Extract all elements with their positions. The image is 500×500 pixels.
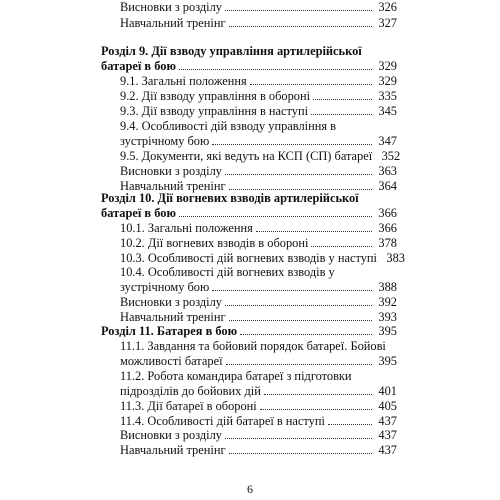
toc-entry [120, 74, 397, 88]
toc-entry [120, 414, 397, 428]
toc-entry [120, 89, 397, 103]
toc-entry-text: Висновки з розділу [120, 428, 222, 442]
toc-entry [120, 251, 405, 265]
toc-entry-text: 10.1. Загальні положення [120, 221, 253, 235]
toc-entry-text: Навчальний тренінг [120, 179, 226, 193]
toc-entry-page: 383 [386, 251, 405, 265]
toc-entry-page: 335 [378, 89, 397, 103]
leader-dots [179, 215, 372, 217]
leader-dots [225, 9, 372, 11]
toc-entry-page: 366 [378, 221, 397, 235]
leader-dots [328, 423, 372, 425]
leader-dots [229, 452, 372, 454]
leader-dots [260, 408, 372, 410]
toc-entry [120, 384, 397, 398]
toc-entry [120, 16, 397, 30]
toc-entry-text: 11.2. Робота командира батареї з підготовки [120, 369, 352, 383]
toc-entry-text: 9.5. Документи, які ведуть на КСП (СП) батареї [120, 149, 373, 163]
toc-entry [120, 149, 401, 163]
leader-dots [179, 68, 372, 70]
leader-dots [229, 188, 372, 190]
leader-dots [226, 363, 372, 365]
toc-entry-page: 395 [378, 354, 397, 368]
section-page: 366 [378, 206, 397, 220]
toc-entry-page: 378 [378, 236, 397, 250]
section-heading [101, 206, 397, 220]
toc-entry-text: 9.2. Дії взводу управління в обороні [120, 89, 311, 103]
leader-dots [240, 333, 372, 335]
toc-entry [120, 134, 397, 148]
leader-dots [225, 304, 372, 306]
toc-entry-page: 329 [378, 74, 397, 88]
toc-entry [120, 104, 397, 118]
toc-entry-page: 401 [378, 384, 397, 398]
toc-entry [120, 0, 397, 14]
toc-entry-page: 392 [378, 295, 397, 309]
toc-entry-text: 11.3. Дії батареї в обороні [120, 399, 257, 413]
toc-entry [120, 164, 397, 178]
toc-entry-page: 352 [381, 149, 401, 163]
leader-dots [225, 437, 372, 439]
toc-entry-text: підрозділів до бойових дій [120, 384, 261, 398]
toc-entry [120, 354, 397, 368]
toc-entry-text: 10.3. Особливості дій вогневих взводів у наступі [120, 251, 377, 265]
section-title: батареї в бою [101, 59, 176, 73]
section-page: 329 [378, 59, 397, 73]
leader-dots [250, 83, 372, 85]
toc-entry-page: 364 [378, 179, 397, 193]
toc-entry-page: 393 [378, 310, 397, 324]
section-title: Розділ 9. Дії взводу управління артилерійської [101, 44, 362, 58]
toc-entry-page: 345 [378, 104, 397, 118]
toc-entry [120, 280, 397, 294]
toc-entry [120, 221, 397, 235]
toc-entry-text: зустрічному бою [120, 280, 210, 294]
leader-dots [212, 289, 372, 291]
toc-entry-text: Висновки з розділу [120, 0, 222, 14]
section-title: батареї в бою [101, 206, 176, 220]
leader-dots [256, 230, 372, 232]
toc-entry-page: 326 [378, 0, 397, 14]
toc-entry [120, 428, 397, 442]
toc-entry-text: Висновки з розділу [120, 295, 222, 309]
leader-dots [313, 98, 372, 100]
toc-entry-text: 11.1. Завдання та бойовий порядок батареї. Бойові [120, 339, 386, 353]
section-page: 395 [378, 324, 397, 338]
toc-entry-page: 437 [378, 443, 397, 457]
toc-entry-text: 9.3. Дії взводу управління в наступі [120, 104, 309, 118]
toc-entry [120, 295, 397, 309]
toc-entry-page: 388 [378, 280, 397, 294]
leader-dots [229, 25, 372, 27]
toc-entry-page: 363 [378, 164, 397, 178]
leader-dots [229, 319, 372, 321]
toc-entry [120, 236, 397, 250]
section-title: Розділ 11. Батарея в бою [101, 324, 238, 338]
toc-entry-text: 11.4. Особливості дій батареї в наступі [120, 414, 325, 428]
leader-dots [264, 393, 372, 395]
section-heading [101, 324, 397, 338]
page-number: 6 [247, 482, 253, 496]
toc-entry-page: 347 [378, 134, 397, 148]
toc-entry-text: 10.2. Дії вогневих взводів в обороні [120, 236, 309, 250]
toc-entry-text: Навчальний тренінг [120, 310, 226, 324]
toc-entry [120, 443, 397, 457]
toc-entry [120, 310, 397, 324]
section-title: Розділ 10. Дії вогневих взводів артилерійської [101, 191, 359, 205]
leader-dots [311, 113, 372, 115]
leader-dots [225, 173, 372, 175]
toc-entry-text: можливості батареї [120, 354, 223, 368]
toc-entry-page: 405 [378, 399, 397, 413]
toc-entry-text: 10.4. Особливості дій вогневих взводів у [120, 265, 335, 279]
toc-entry-text: Навчальний тренінг [120, 16, 226, 30]
toc-entry-text: 9.4. Особливості дій взводу управління в [120, 119, 337, 133]
toc-entry [120, 399, 397, 413]
section-heading [101, 59, 397, 73]
toc-entry-text: зустрічному бою [120, 134, 210, 148]
leader-dots [311, 245, 372, 247]
toc-entry-page: 437 [378, 428, 397, 442]
leader-dots [212, 143, 372, 145]
toc-entry-text: Висновки з розділу [120, 164, 222, 178]
toc-entry-text: Навчальний тренінг [120, 443, 226, 457]
toc-entry-page: 437 [378, 414, 397, 428]
toc-entry-page: 327 [378, 16, 397, 30]
toc-entry-text: 9.1. Загальні положення [120, 74, 247, 88]
